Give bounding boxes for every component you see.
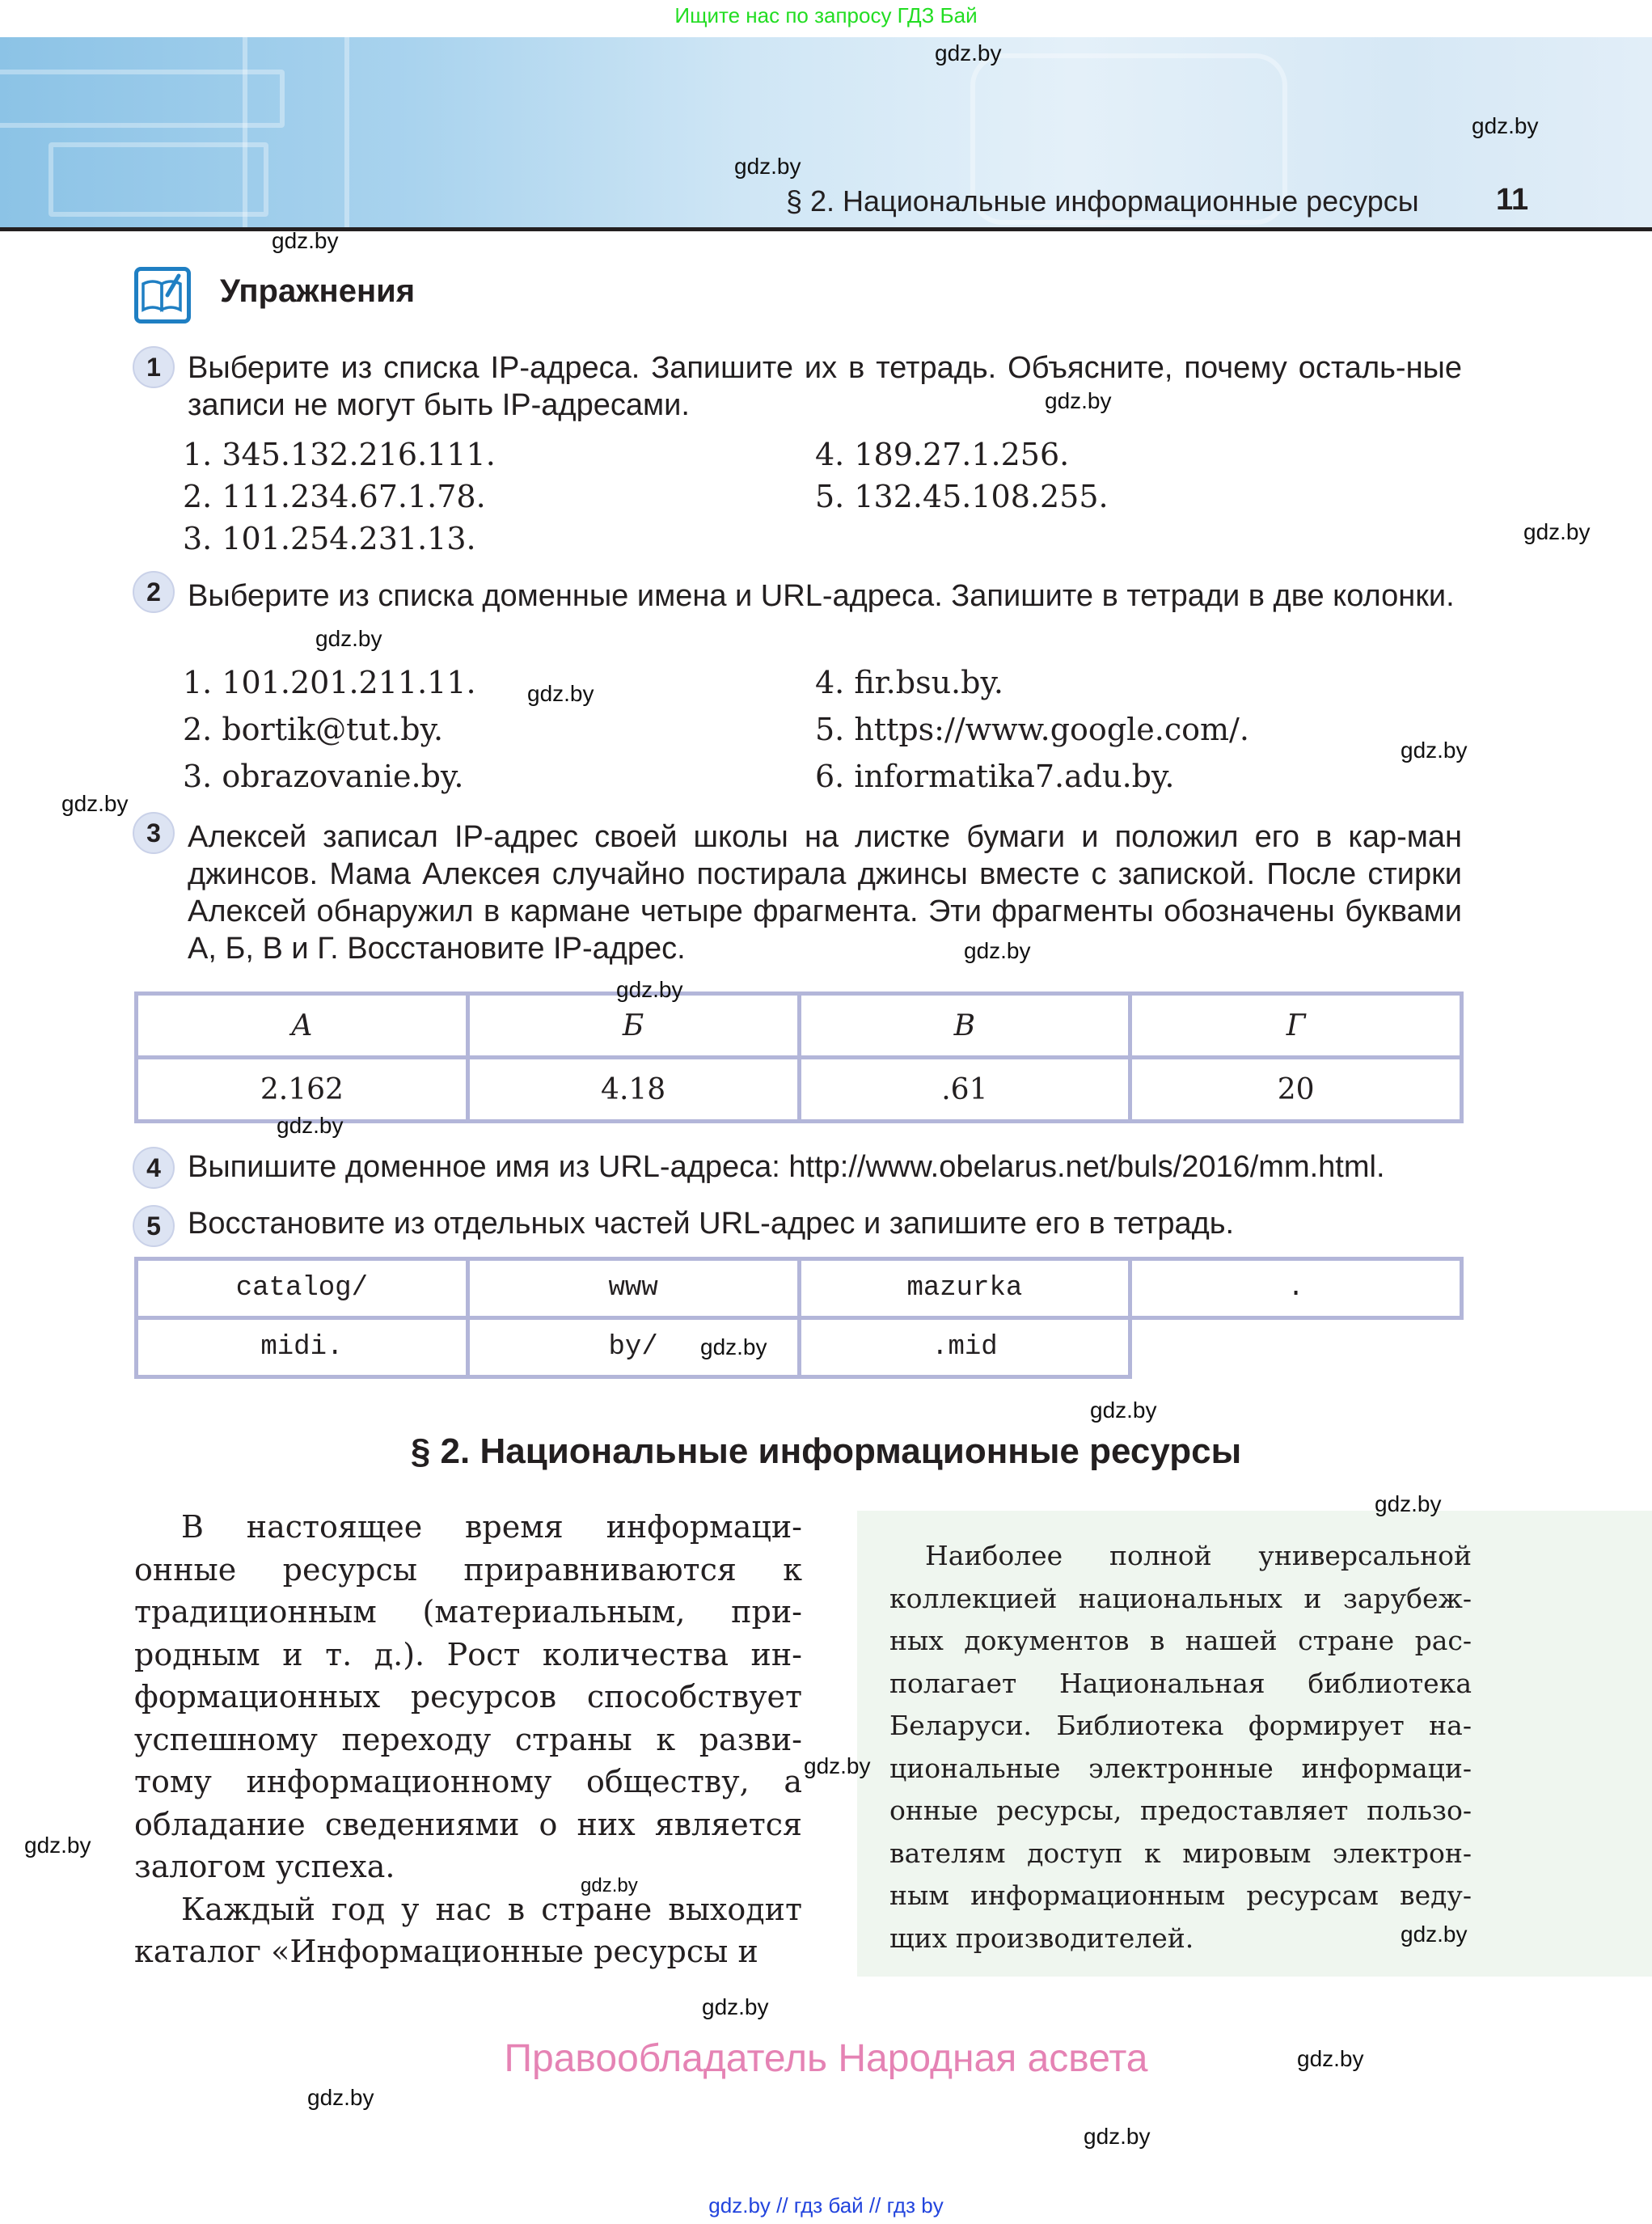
table-cell: 20 <box>1130 1058 1462 1122</box>
table-cell: www <box>467 1259 799 1318</box>
exercise-1-item: 5. 132.45.108.255. <box>815 479 1109 514</box>
exercises-title: Упражнения <box>220 273 416 309</box>
sidebar-note <box>857 1511 1652 1977</box>
table-cell: 4.18 <box>467 1058 799 1122</box>
section-title: § 2. Национальные информационные ресурсы <box>410 1431 1242 1471</box>
table-row <box>137 1058 1462 1122</box>
url-parts-table <box>134 1257 1464 1379</box>
exercise-2-text: Выберите из списка доменные имена и URL-адреса. Запишите в тетради в две колонки. <box>188 579 1455 613</box>
table-cell: catalog/ <box>137 1259 468 1318</box>
exercise-3-text: Алексей записал IP-адрес своей школы на листке бумаги и положил его в кар-ман джинсов. Мама Алексея случайно постирала джинсы вместе с запиской. После стирки Алексей обнаружил в кармане четыре фрагмента. Эти фрагменты обозначены буквами А, Б, В и Г. Восстановите IP-адрес. <box>188 820 1462 966</box>
exercise-2-item: 5. https://www.google.com/. <box>815 712 1249 747</box>
exercise-1-item: 2. 111.234.67.1.78. <box>183 479 486 514</box>
watermark: gdz.by <box>1375 1491 1442 1516</box>
table-header-cell: Б <box>467 994 799 1058</box>
watermark: gdz.by <box>1472 113 1539 138</box>
table-header-cell: В <box>799 994 1130 1058</box>
table-row <box>137 1318 1462 1377</box>
body-paragraph: Каждый год у нас в стране выходит каталог «Информационные ресурсы и <box>134 1891 802 1969</box>
table-cell: . <box>1130 1259 1462 1318</box>
watermark: gdz.by <box>1090 1397 1157 1423</box>
table-header-cell: А <box>137 994 468 1058</box>
exercise-1-text: Выберите из списка IP-адреса. Запишите их в тетрадь. Объясните, почему осталь-ные записи не могут быть IP-адресами. <box>188 351 1462 422</box>
header-rule <box>0 227 1652 231</box>
watermark: gdz.by <box>1401 1922 1468 1947</box>
table-cell: by/ <box>467 1318 799 1377</box>
exercise-2-item: 1. 101.201.211.11. <box>183 665 476 700</box>
table-header-row <box>137 994 1462 1058</box>
watermark: gdz.by <box>804 1753 871 1778</box>
watermark: gdz.by <box>581 1875 638 1896</box>
watermark: gdz.by <box>1045 388 1112 413</box>
exercise-5-text: Восстановите из отдельных частей URL-адрес и запишите его в тетрадь. <box>188 1207 1235 1241</box>
watermark: gdz.by <box>527 681 594 706</box>
watermark: gdz.by <box>1523 519 1591 544</box>
watermark: gdz.by <box>277 1113 344 1138</box>
watermark: gdz.by <box>702 1994 769 2019</box>
watermark: gdz.by <box>1084 2124 1151 2149</box>
watermark: gdz.by <box>61 791 129 816</box>
exercise-number-badge: 5 <box>133 1205 175 1247</box>
exercise-1-item: 3. 101.254.231.13. <box>183 521 476 556</box>
watermark: gdz.by <box>964 938 1031 963</box>
watermark: gdz.by <box>24 1833 91 1858</box>
watermark: gdz.by <box>1297 2046 1364 2071</box>
exercise-1-item: 4. 189.27.1.256. <box>815 437 1070 472</box>
watermark: gdz.by <box>734 154 801 179</box>
table-header-cell: Г <box>1130 994 1462 1058</box>
sidebar-paragraph: Наиболее полной универсальной коллекцией национальных и зарубеж-ных документов в нашей стране рас-полагает Национальная библиотека Беларуси. Библиотека формирует на-циональные электронные информаци-онные ресурсы, предоставляет пользо-вателям доступ к мировым электрон-ным информационным ресурсам веду-щих производителей. <box>889 1540 1472 1954</box>
exercise-number-badge: 2 <box>133 571 175 613</box>
exercise-2-item: 6. informatika7.adu.by. <box>815 759 1175 794</box>
table-cell: .61 <box>799 1058 1130 1122</box>
ip-fragments-table <box>134 991 1464 1123</box>
exercise-number-badge: 1 <box>133 346 175 388</box>
running-head: § 2. Национальные информационные ресурсы <box>786 184 1419 218</box>
table-cell: mazurka <box>799 1259 1130 1318</box>
page-number: 11 <box>1496 183 1529 217</box>
body-paragraph: В настоящее время информаци-онные ресурсы приравниваются к традиционным (материальным, при-родным и т. д.). Рост количества ин-формационных ресурсов способствует успешному переходу страны к разви-тому информационному обществу, а обладание сведениями о них является залогом успеха. <box>134 1509 802 1884</box>
exercise-2-item: 2. bortik@tut.by. <box>183 712 444 747</box>
table-cell: 2.162 <box>137 1058 468 1122</box>
sidebar-note-text <box>889 1535 1472 1960</box>
exercise-number-badge: 4 <box>133 1147 175 1189</box>
search-hint-note: Ищите нас по запросу ГДЗ Бай <box>674 3 978 27</box>
watermark: gdz.by <box>935 40 1002 66</box>
circuit-decoration <box>49 142 268 217</box>
watermark: gdz.by <box>307 2085 374 2110</box>
table-cell: .mid <box>799 1318 1130 1377</box>
exercise-2-item: 3. obrazovanie.by. <box>183 759 464 794</box>
watermark: gdz.by <box>315 626 382 651</box>
book-pen-icon <box>134 267 191 323</box>
watermark: gdz.by <box>700 1334 767 1359</box>
table-row <box>137 1259 1462 1318</box>
exercise-number-badge: 3 <box>133 812 175 854</box>
footer-links[interactable]: gdz.by // гдз бай // гдз by <box>708 2193 944 2218</box>
exercise-1-item: 1. 345.132.216.111. <box>183 437 496 472</box>
watermark: gdz.by <box>616 977 683 1002</box>
rights-holder: Правообладатель Народная асвета <box>504 2037 1148 2080</box>
watermark: gdz.by <box>272 228 339 253</box>
circuit-decoration <box>243 37 349 230</box>
exercise-2-item: 4. fir.bsu.by. <box>815 665 1003 700</box>
section-body <box>134 1506 802 1973</box>
table-empty-cell <box>1130 1318 1462 1377</box>
exercise-4-text: Выпишите доменное имя из URL-адреса: http://www.obelarus.net/buls/2016/mm.html. <box>188 1150 1385 1184</box>
table-cell: midi. <box>137 1318 468 1377</box>
watermark: gdz.by <box>1401 738 1468 763</box>
